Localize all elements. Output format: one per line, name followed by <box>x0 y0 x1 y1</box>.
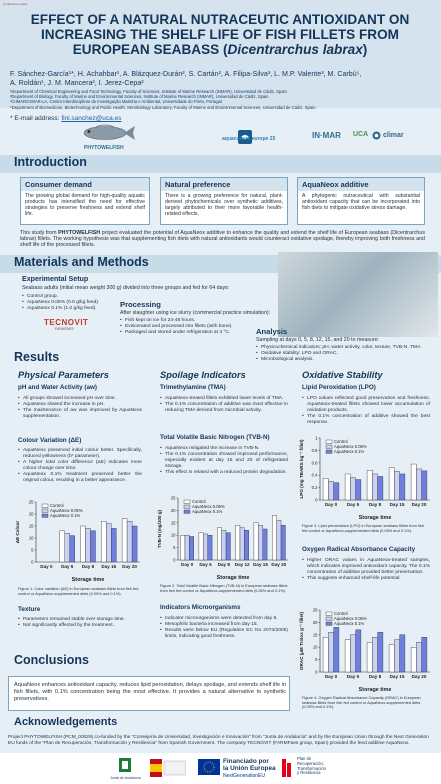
intro-para-prefix: This study from <box>20 230 57 236</box>
legend-label: AquaNeox 0.1% <box>334 621 365 627</box>
bar <box>101 521 106 562</box>
y-tick-label: 0 <box>315 669 318 675</box>
tecnovit-logo: TECNOVIT <box>44 318 89 327</box>
x-tick-label: Day 15 <box>389 674 405 679</box>
bar <box>60 531 65 562</box>
y-tick-label: 5 <box>315 657 318 663</box>
legend-label: Control <box>192 499 206 505</box>
figure-4-chart <box>298 604 434 694</box>
conclusions-box <box>8 676 290 711</box>
list-item: • The maintenance of aw was improved by AquaNeox supplementation. <box>18 408 142 420</box>
affiliation-3: ³CIIMAR/CIMAR-LA, Centro Interdisciplinar de Investigação Marinha e Ambiental, Universidade do Porto, Portugal <box>10 99 222 105</box>
bar <box>240 528 244 560</box>
conclusions-heading: Conclusions <box>14 653 90 667</box>
list-item: • Higher ORAC values in AquaNeox-treated samples, which indicates improved antioxidant capacity. The 0.1% concentration of additive provided better preservation. <box>302 558 430 576</box>
funding-footer <box>0 753 441 784</box>
y-axis-label: ORAC (µM Trolox g⁻¹ fillet) <box>299 611 304 671</box>
bar <box>345 474 350 500</box>
bar <box>189 536 193 560</box>
plan-line-4: y Resiliencia <box>297 770 321 776</box>
list-item: • Not significantly affected by the treatment. <box>18 623 142 629</box>
uca-logo: UCA <box>353 131 369 138</box>
y-axis-label: ΔE Colour <box>15 520 20 544</box>
x-tick-label: Day 20 <box>411 674 427 679</box>
bar <box>394 640 399 672</box>
bar <box>281 525 285 560</box>
list-item: • Physicochemical indicators: pH, water activity, color, texture, TVB-N, TMA. <box>256 345 436 351</box>
list-item: • AquaNeox 0.1% treatment preserved better the original colour, resulting in a better appearance. <box>18 472 142 484</box>
junta-andalucia-logo-icon <box>118 757 132 775</box>
authors <box>10 70 435 87</box>
list-item: • AquaNeox 0.1% (1.0 g/kg feed). <box>22 306 132 312</box>
results-heading: Results <box>14 350 60 364</box>
y-tick-label: 10 <box>312 644 318 650</box>
bar <box>323 478 328 500</box>
bar <box>127 521 132 562</box>
legend-swatch <box>326 440 332 443</box>
bar <box>334 627 339 672</box>
bar <box>367 470 372 500</box>
x-tick-label: Day 15 <box>253 562 268 567</box>
y-tick-label: 0 <box>31 559 34 565</box>
y-axis-label: LPO (mg TBARS kg⁻¹ fillet) <box>299 439 304 499</box>
list-item: • Packaged and stored under refrigeration at 4 °C. <box>120 330 280 336</box>
x-tick-label: Day 5 <box>61 564 74 569</box>
climar-logo: climar <box>383 132 404 139</box>
bar <box>394 471 399 500</box>
figure-2-chart <box>156 492 292 582</box>
x-tick-label: Day 8 <box>217 562 230 567</box>
bar <box>81 526 86 562</box>
micro-list <box>160 616 288 640</box>
list-item: • Eviscerated and processed into fillets (with bone). <box>120 324 280 330</box>
bar <box>378 476 383 500</box>
legend-swatch <box>326 450 332 453</box>
legend-swatch <box>326 445 332 448</box>
x-axis-label: Storage time <box>71 577 105 583</box>
x-tick-label: Day 15 <box>101 564 117 569</box>
texture-title: Texture <box>18 606 41 613</box>
list-item: • Control group. <box>22 294 132 300</box>
list-item: • Microbiological analysis. <box>256 357 436 363</box>
affiliations <box>10 89 435 110</box>
analysis-title: Analysis <box>256 327 288 336</box>
bar <box>132 526 137 562</box>
legend-swatch <box>42 504 48 507</box>
bar <box>389 645 394 672</box>
junta-andalucia-label: Junta de Andalucía <box>110 776 141 780</box>
bar <box>236 525 240 560</box>
x-tick-label: Day 0 <box>324 502 338 507</box>
oxidative-stability-title: Oxidative Stability <box>302 370 383 380</box>
orac-title: Oxygen Radical Absorbance Capacity <box>302 546 416 553</box>
bar <box>356 480 361 500</box>
bar <box>411 464 416 500</box>
seabass-fish-icon <box>78 122 136 144</box>
legend-label: Control <box>334 439 348 445</box>
bar <box>416 469 421 500</box>
bar <box>422 471 427 500</box>
figure-4-caption: Figure 4. Oxygen Radical Absorbance Capacity (ORAC) in European seabass fillets from fish fed control or AquaNeox-supplemented diets (0.05% and 0.1%). <box>302 695 421 710</box>
y-tick-label: 25 <box>312 607 318 613</box>
x-tick-label: Day 5 <box>346 674 360 679</box>
plan-recuperacion-logo-icon <box>282 759 294 777</box>
aquaneox-additive-text: A phytogenic nutraceutical with substantial antioxidant capacity that can be incorporated into fish diets to mitigate oxidative stress damage. <box>302 193 420 212</box>
intro-para-project: PHYTOWELFISH <box>58 230 101 236</box>
bar <box>411 647 416 672</box>
x-axis-label: Storage time <box>216 575 250 581</box>
conclusions-text: AquaNeox enhances antioxidant capacity, reduces lipid peroxidation, delays spoilage, and extends shelf life in fish fillets, with 0.1% concentration being the most effective. It provides a natural alternative to synthetic preservatives. <box>14 682 286 702</box>
bar <box>350 635 355 672</box>
bar <box>328 632 333 672</box>
eu-funded-line-2: la Unión Europea <box>223 765 276 772</box>
y-tick-label: 0.4 <box>311 472 318 478</box>
natural-preference-title: Natural preference <box>161 178 287 191</box>
x-tick-label: Day 0 <box>181 562 194 567</box>
legend-label: AquaNeox 0.05% <box>334 444 367 450</box>
y-tick-label: 0.8 <box>311 447 318 453</box>
legend-label: Control <box>334 611 348 617</box>
legend-label: AquaNeox 0.05% <box>192 504 225 510</box>
bar <box>334 483 339 500</box>
bar <box>372 637 377 672</box>
eu-funded-line-1: Financiado por <box>223 758 269 765</box>
tma-list <box>160 396 288 414</box>
bar <box>86 528 91 562</box>
list-item: • This effect is related with a reduced protein degradation. <box>160 470 288 476</box>
micro-title: Indicators Microorganisms <box>160 604 241 611</box>
affiliation-1: ¹Department of Chemical Engineering and Food Technology, Faculty of Sciences, Institute of Marine Research (INMAR), Universidad de Cádiz, Spain <box>10 89 287 94</box>
x-tick-label: Day 0 <box>40 564 53 569</box>
consumer-demand-title: Consumer demand <box>21 178 149 191</box>
bar <box>217 528 221 560</box>
legend-swatch <box>184 505 190 508</box>
bar <box>244 530 248 560</box>
eu-flag-icon <box>198 759 220 775</box>
tma-title: Trimethylamine (TMA) <box>160 384 226 391</box>
physical-parameters-title: Physical Parameters <box>18 370 109 380</box>
bar <box>222 530 226 560</box>
list-item: • AquaNeox 0.05% (0.5 g/kg feed). <box>22 300 132 306</box>
x-tick-label: Day 5 <box>346 502 360 507</box>
legend-swatch <box>184 510 190 513</box>
y-tick-label: 15 <box>312 632 318 638</box>
tvbn-list <box>160 446 288 476</box>
bar <box>323 637 328 672</box>
figure-3-caption: Figure 3. Lipid peroxidation (LPO) in European seabass fillets from fish fed control or AquaNeox-supplemented diets (0.05% and 0.1%). <box>302 523 424 533</box>
x-tick-label: Day 0 <box>324 674 338 679</box>
figure-2-caption: Figure 2. Total Volatile Basic Nitrogen (TVB-N) in European seabass fillets from fish fed control or AquaNeox-supplemented diets (0.05% and 0.1%). <box>160 583 288 593</box>
plan-line-1: Plan de <box>297 756 312 761</box>
affiliation-2: ²Department of Biology, Faculty of Marine and Environmental Sciences, Institute of Marine Research (INMAR), Universidad de Cádiz, Spain <box>10 94 269 100</box>
bar <box>106 524 111 562</box>
affiliation-4: ⁵Department of Biomedicine, Biotechnology and Public Health, Microbiology Laboratory, Faculty of Marine and Environmental Sciences, Universidad de Cádiz, Spain <box>10 104 316 110</box>
list-item: • Fish kept on ice for 24-48 hours. <box>120 318 280 324</box>
bar <box>258 525 262 560</box>
legend-swatch <box>326 617 332 620</box>
bar <box>372 474 377 500</box>
experimental-setup-title: Experimental Setup <box>22 275 89 283</box>
legend-label: AquaNeox 0.1% <box>334 449 365 455</box>
bar <box>181 535 185 560</box>
legend-label: AquaNeox 0.05% <box>334 616 367 622</box>
tvbn-title: Total Volatile Basic Nitrogen (TVB-N) <box>160 434 270 441</box>
list-item: • AquaNeox preserved initial colour better. Specifically, reduced yellowness (b* parameter). <box>18 448 142 460</box>
bar <box>350 478 355 500</box>
acknowledgements-text: Project PHYTOWELFISH (PCM_00029) co-funded by the "Consejería de Universidad, Investigación e Innovación" from "Junta de Andalucía" and by the European Union through the Next Generation EU funds of the "Plan de Recuperación, Transformación y Resiliencia" from Spanish Government. The company TECNOVIT (FARMFaes group, Spain) provided the feed additive AquaNeox. <box>8 735 429 746</box>
bar <box>389 468 394 500</box>
legend-label: Control <box>50 503 64 509</box>
fish-fillet-photo <box>278 252 438 337</box>
colour-list <box>18 448 142 483</box>
y-tick-label: 15 <box>170 520 176 526</box>
methods-heading: Materials and Methods <box>14 255 149 269</box>
analysis-list <box>256 345 436 363</box>
natural-preference-box <box>160 177 288 225</box>
x-tick-label: Day 8 <box>368 502 382 507</box>
y-tick-label: 10 <box>170 532 176 538</box>
list-item: • The 0.1% concentration of additive was most effective in reducing TMA derived from microbial activity. <box>160 402 288 414</box>
list-item: • A higher total color difference (ΔE) indicates more colour change over time. <box>18 460 142 472</box>
x-tick-label: Day 5 <box>199 562 212 567</box>
legend-label: AquaNeox 0.05% <box>50 508 83 514</box>
phytowelfish-logo: PHYTOWELFISH <box>84 145 124 151</box>
legend-label: AquaNeox 0.1% <box>192 509 223 515</box>
aquaculture-europe-logo: aquaculture europe 25 <box>222 136 276 142</box>
y-tick-label: 10 <box>28 535 34 541</box>
figure-3-chart <box>298 432 434 522</box>
lpo-list <box>302 396 430 426</box>
climar-logo-icon <box>372 131 381 140</box>
poster-title <box>20 12 420 57</box>
y-tick-label: 0 <box>173 557 176 563</box>
legend-swatch <box>326 612 332 615</box>
natural-preference-text: There is a growing preference for natural, plant-derived phytochemicals over synthetic additives, largely attributed to their more favorable health-related effects. <box>165 193 283 218</box>
x-axis-label: Storage time <box>358 515 392 521</box>
consumer-demand-text: The growing global demand for high-quality aquatic products has intensified the need for effective strategies to preserve freshness and extend shelf life. <box>25 193 145 218</box>
bar <box>199 533 203 560</box>
plan-line-2: Recuperación, <box>297 760 325 766</box>
email-link[interactable]: fini.sanchez@uca.es <box>61 115 122 122</box>
x-tick-label: Day 20 <box>271 562 287 567</box>
list-item: • The 0.1% concentration showed improved performance, especially evident at day 15 and 20 of refrigerated storage. <box>160 452 288 470</box>
x-tick-label: Day 20 <box>411 502 427 507</box>
list-item: • This suggests enhanced shelf-life potential. <box>302 576 430 582</box>
bar <box>226 533 230 560</box>
list-item: • Mesophilic bacteria increased from day 15. <box>160 622 288 628</box>
bar <box>185 535 189 560</box>
x-tick-label: Day 20 <box>122 564 138 569</box>
authors-line-1: F. Sánchez-García¹*, H. Achahbar¹, A. Blázquez-Durán², S. Cartán², A. Filipa-Silva³, L. M.P. Valente³, M. Carbú⁵, <box>10 70 362 78</box>
bar <box>203 534 207 560</box>
eu-funded-line-3: NextGenerationEU <box>223 773 265 779</box>
list-item: • Results were below EU (Regulation EC No 2073/2005) limits, indicating good freshness. <box>160 628 288 640</box>
y-tick-label: 20 <box>28 511 34 517</box>
list-item: • AquaNeox-treated fillets exhibited lower levels of TMA. <box>160 396 288 402</box>
y-tick-label: 5 <box>31 547 34 553</box>
y-tick-label: 1 <box>315 435 318 441</box>
y-tick-label: 20 <box>312 619 318 625</box>
x-axis-label: Storage time <box>358 687 392 693</box>
bar <box>254 523 258 560</box>
y-axis-label: TVB-N (mg/100 g) <box>157 509 162 549</box>
y-tick-label: 15 <box>28 523 34 529</box>
bar <box>277 520 281 560</box>
texture-list <box>18 617 142 629</box>
plan-recuperacion-label <box>297 757 326 776</box>
colour-title: Colour Variation (ΔE) <box>18 437 82 444</box>
spain-government-logo-icon <box>150 759 186 777</box>
list-item: • AquaNeox mitigated the increase in TVB-N. <box>160 446 288 452</box>
x-tick-label: Day 15 <box>389 502 405 507</box>
contact-email <box>10 115 121 122</box>
bar <box>356 630 361 672</box>
y-tick-label: 20 <box>170 507 176 513</box>
y-tick-label: 0 <box>315 497 318 503</box>
figure-1-caption: Figure 1. Color variation (ΔE) in European seabass fillets from fish fed control or AquaNeox-supplemented diets (0.05% and 0.1%). <box>18 586 139 596</box>
intro-para-rest: project evaluated the potential of AquaNeox additive to enhance the quality and extend the shelf life of European seabass (Dicentrarchus labrax) fillets. The working hypothesis was that supplementing fish diets with natural antioxidants would counteract oxidative spoilage, thereby improving both freshness and shelf life of the processed fillets. <box>20 230 425 249</box>
introduction-heading: Introduction <box>14 155 87 169</box>
processing-title: Processing <box>120 300 161 309</box>
bar <box>416 642 421 672</box>
x-tick-label: Day 8 <box>81 564 95 569</box>
bar <box>400 635 405 672</box>
bar <box>65 533 70 562</box>
poster-tag: Conference poster <box>3 2 28 6</box>
bar <box>70 536 75 562</box>
bar <box>422 637 427 672</box>
lpo-title: Lipid Peroxidation (LPO) <box>302 384 376 391</box>
processing-text: After slaughter using ice slurry (commercial practice simulation): <box>120 310 271 316</box>
bar <box>208 535 212 560</box>
ph-title: pH and Water Activity (aw) <box>18 384 97 391</box>
y-tick-label: 25 <box>28 499 34 505</box>
analysis-text: Sampling at days 0, 5, 8, 12, 15, and 20 to measure: <box>256 337 380 343</box>
email-label: * E-mail address: <box>10 115 60 122</box>
bar <box>378 632 383 672</box>
list-item: • The 0.1% concentration of additive showed the best response. <box>302 414 430 426</box>
x-tick-label: Day 8 <box>368 674 382 679</box>
farmfaes-logo: FARMFAES <box>55 327 74 331</box>
orac-list <box>302 558 430 582</box>
bar <box>367 642 372 672</box>
list-item: • All groups showed increased pH over time. <box>18 396 142 402</box>
bar <box>122 519 127 562</box>
list-item: • Oxidative stability: LPO and ORAC. <box>256 351 436 357</box>
bar <box>90 531 95 562</box>
bar <box>345 640 350 672</box>
y-tick-label: 5 <box>173 545 176 551</box>
bar <box>111 528 116 562</box>
x-tick-label: Day 12 <box>234 562 250 567</box>
list-item: • Indicator microorganisms were detected from day 8. <box>160 616 288 622</box>
bar <box>263 529 267 560</box>
title-species: Dicentrarchus labrax <box>227 42 363 57</box>
y-tick-label: 25 <box>170 495 176 501</box>
bar <box>328 481 333 500</box>
authors-line-2: A. Roldán¹, J. M. Mancera², I. Jerez-Cepa² <box>10 78 144 87</box>
list-item: • LPO values reflected good preservation and freshness. AquaNeox-treated fillets showed lower accumulation of oxidation products. <box>302 396 430 414</box>
legend-swatch <box>326 622 332 625</box>
y-tick-label: 0.2 <box>311 485 318 491</box>
experimental-groups-list <box>22 294 132 312</box>
bar <box>272 515 276 560</box>
bar <box>400 474 405 500</box>
figure-1-chart <box>14 496 144 584</box>
legend-swatch <box>42 514 48 517</box>
y-tick-label: 0.6 <box>311 460 318 466</box>
aquaneox-additive-box <box>297 177 425 225</box>
spoilage-indicators-title: Spoilage Indicators <box>160 370 246 380</box>
legend-label: AquaNeox 0.1% <box>50 513 81 519</box>
acknowledgements-heading: Acknowledgements <box>14 716 118 728</box>
legend-swatch <box>184 500 190 503</box>
intro-paragraph <box>20 230 425 249</box>
plan-line-3: Transformación <box>297 765 326 771</box>
list-item: • AquaNeox slowed the increase in pH. <box>18 402 142 408</box>
ph-list <box>18 396 142 420</box>
inmar-logo: IN·MAR <box>312 131 341 140</box>
legend-swatch <box>42 509 48 512</box>
list-item: • Parameters remained stable over storage time. <box>18 617 142 623</box>
experimental-setup-text: Seabass adults (initial mean weight 300 g) divided into three groups and fed for 64 days: <box>22 285 230 291</box>
title-main: EFFECT OF A NATURAL NUTRACEUTIC ANTIOXIDANT ON INCREASING THE SHELF LIFE OF FISH FILLETS FROM EUROPEAN SEABASS ( <box>30 12 410 57</box>
title-end: ) <box>362 42 368 57</box>
aquaneox-additive-title: AquaNeox additive <box>298 178 424 191</box>
consumer-demand-box <box>20 177 150 225</box>
